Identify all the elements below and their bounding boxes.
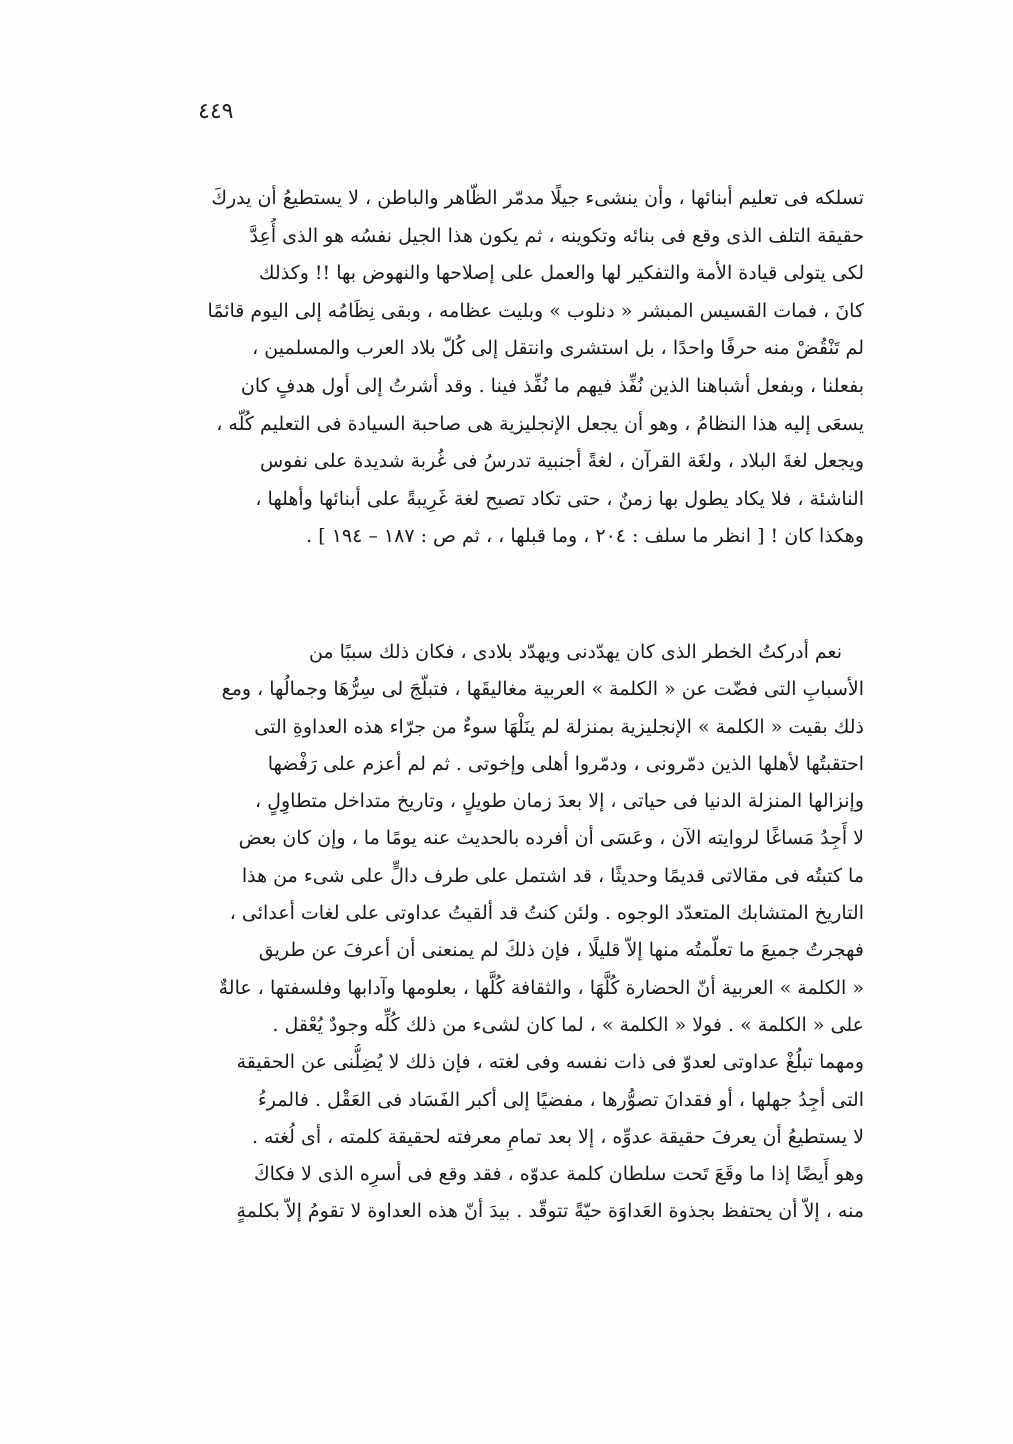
text-line: حقيقة التلف الذى وقع فى بنائه وتكوينه ، ثم يكون هذا الجيل نفسُه هو الذى أُعِدَّ [249, 224, 864, 247]
text-line: وهكذا كان ! [ انظر ما سلف : ٢٠٤ ، وما قبلها ، ، ثم ص : ١٨٧ – ١٩٤ ] . [306, 525, 864, 548]
text-line: فهجرتُ جميعَ ما تعلّمتُه منها إلاّ قليلًا ، فإن ذلكَ لم يمنعنى أن أعرفَ عن طريق [258, 939, 864, 962]
text-line: بفعلنا ، وبفعل أشباهنا الذين نُفِّذ فيهم ما نُفِّذ فينا . وقد أشرتُ إلى أول هدفٍ كان [240, 374, 864, 397]
text-line: وهو أَيضًا إذا ما وقَعَ تَحت سلطان كلمة عدوّه ، فقد وقع فى أسرِه الذى لا فكاكَ [253, 1163, 864, 1186]
text-line: وإنزالها المنزلة الدنيا فى حياتى ، إلا بعدَ زمان طويلٍ ، وتاريخ متداخل متطاوِلٍ ، [255, 790, 864, 813]
text-line: احتقبتُها لأهلها الذين دمّرونى ، ودمّروا أهلى وإخوتى . ثم لم أعزم على رَفْضها [267, 752, 864, 775]
text-line: تسلكه فى تعليم أبنائها ، وأن ينشىء جيلًا مدمّر الظّاهر والباطن ، لا يستطيعُ أن يدركَ [211, 187, 864, 209]
text-line: كانَ ، فمات القسيس المبشر « دنلوب » وبليت عظامه ، وبقى نِظَامُه إلى اليوم قائمًا [207, 299, 864, 322]
text-line: ما كتبتُه فى مقالاتى قديمًا وحديثًا ، قد اشتمل على طرف دالٍّ على شىء من هذا [241, 864, 864, 887]
paragraph [158, 180, 864, 556]
text-line: التاريخ المتشابك المتعدّد الوجوه . ولئن كنتُ قد ألقيتُ عداوتى على لغات أعدائى ، [229, 902, 864, 925]
text-line: على « الكلمة » . فولا « الكلمة » ، لما كان لشىء من ذلك كُلِّه وجودٌ يُعْقل . [272, 1013, 864, 1036]
text-line: لكى يتولى قيادة الأمة والتفكير لها والعمل على إصلاحها والنهوض بها !! وكذلك [258, 262, 864, 285]
text-line: الأسبابِ التى فضّت عن « الكلمة » العربية مغاليقَها ، فتبلّجَ لى سِرُّهَا وجمالُها ، ومع [221, 678, 864, 701]
text-line: ذلك بقيت « الكلمة » الإنجليزية بمنزلة لم ينَلْهَا سوءٌ من جرّاء هذه العداوةِ التى [254, 715, 864, 738]
text-line: يسعَى إليه هذا النظامُ ، وهو أن يجعل الإنجليزية هى صاحبة السيادة فى التعليم كُلّه ، [216, 412, 864, 435]
text-line: نعم أدركتُ الخطر الذى كان يهدّدنى ويهدّد بلادى ، فكان ذلك سببًا من [308, 641, 842, 663]
text-line: لا أَجِدُ مَساغًا لروايته الآن ، وعَسَى أن أفرده بالحديث عنه يومًا ما ، وإن كان بعض [238, 827, 864, 850]
text-line: الناشئة ، فلا يكاد يطول بها زمنٌ ، حتى تكاد تصبح لغة غَرِيبةً على أبنائها وأهلها ، [255, 487, 864, 510]
text-line: منه ، إلاّ أن يحتفظ بجذوة العَداوَة حيّةً تتوقّد . بيدَ أنّ هذه العداوة لا تقومُ إلاّ بكلمةٍ [236, 1200, 864, 1223]
paragraph [158, 634, 864, 1231]
text-line: لا يستطيعُ أن يعرفَ حقيقة عدوِّه ، إلا بعد تمامِ معرفته لحقيقة كلمته ، أى لُغته . [251, 1125, 864, 1148]
text-line: « الكلمة » العربية أنّ الحضارة كُلَّهَا ، والثقافة كُلَّها ، بعلومها وآدابها وفلسفتها ، عالةٌ [218, 976, 864, 999]
text-line: ومهما تبلُغْ عداوتى لعدوّ فى ذات نفسه وفى لغته ، فإن ذلك لا يُضِلُّنى عن الحقيقة [236, 1051, 864, 1074]
text-line: ويجعل لغةَ البلاد ، ولغَة القرآن ، لغةً أجنبية تدرسُ فى غُربة شديدة على نفوس [259, 450, 864, 473]
text-line: التى أجِدُ جهلها ، أو فقدانَ تصوُّرها ، مفضيًا إلى أكبر الفَسَاد فى العَقْل . فالمرءُ [257, 1088, 864, 1111]
text-line: لم تَنْقُضْ منه حرفًا واحدًا ، بل استشرى وانتقل إلى كُلّ بلاد العرب والمسلمين ، [252, 337, 864, 360]
page-number: ٤٤٩ [198, 99, 234, 124]
